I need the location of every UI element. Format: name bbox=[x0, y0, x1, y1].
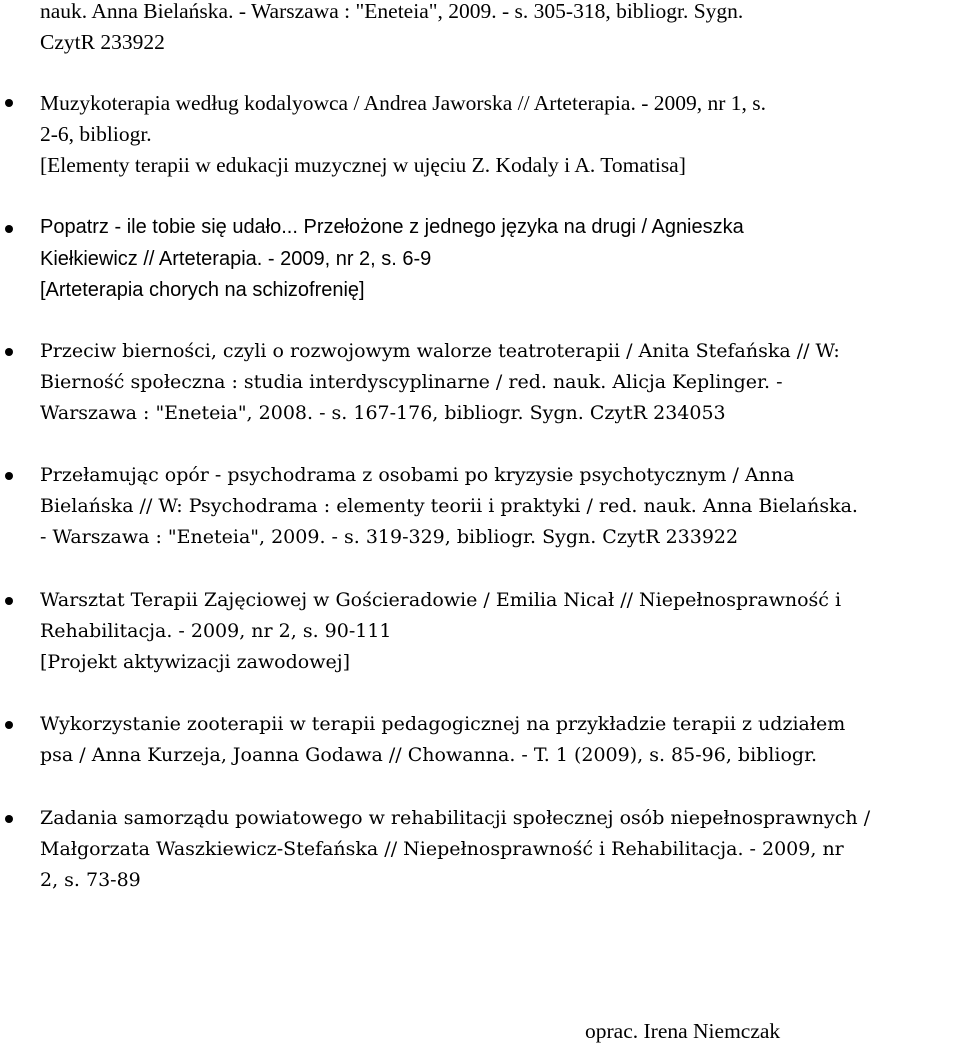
bullet-icon bbox=[5, 597, 13, 605]
entry-1-line-1: Muzykoterapia według kodalyowca / Andrea Jaworska // Arteterapia. - 2009, nr 1, s. bbox=[40, 91, 767, 115]
entry-2-line-2: Kiełkiewicz // Arteterapia. - 2009, nr 2, s. 6-9 bbox=[40, 248, 432, 270]
entry-1-line-3: [Elementy terapii w edukacji muzycznej w ujęciu Z. Kodaly i A. Tomatisa] bbox=[40, 153, 686, 177]
entry-3-line-2: Bierność społeczna : studia interdyscyplinarne / red. nauk. Alicja Keplinger. - bbox=[40, 371, 783, 393]
entry-1-line-2: 2-6, bibliogr. bbox=[40, 122, 152, 146]
bullet-icon bbox=[5, 721, 13, 729]
entry-7-line-3: 2, s. 73-89 bbox=[40, 869, 141, 891]
bullet-icon bbox=[5, 472, 13, 480]
entry-3-line-3: Warszawa : "Eneteia", 2008. - s. 167-176, bibliogr. Sygn. CzytR 234053 bbox=[40, 402, 726, 424]
entry-4-line-2: Bielańska // W: Psychodrama : elementy teorii i praktyki / red. nauk. Anna Bielańska. bbox=[40, 495, 858, 517]
entry-5-line-3: [Projekt aktywizacji zawodowej] bbox=[40, 651, 351, 673]
bullet-icon bbox=[5, 225, 13, 233]
entry-2-line-3: [Arteterapia chorych na schizofrenię] bbox=[40, 279, 365, 301]
compiler-signature: oprac. Irena Niemczak bbox=[585, 1019, 781, 1043]
entry-4-line-3: - Warszawa : "Eneteia", 2009. - s. 319-329, bibliogr. Sygn. CzytR 233922 bbox=[40, 526, 739, 548]
bullet-icon bbox=[5, 348, 13, 356]
entry-7-line-2: Małgorzata Waszkiewicz-Stefańska // Niepełnosprawność i Rehabilitacja. - 2009, nr bbox=[40, 838, 844, 860]
entry-6-line-2: psa / Anna Kurzeja, Joanna Godawa // Chowanna. - T. 1 (2009), s. 85-96, bibliogr. bbox=[40, 744, 818, 766]
entry-7-line-1: Zadania samorządu powiatowego w rehabilitacji społecznej osób niepełnosprawnych / bbox=[40, 807, 871, 829]
continuation-line-2: CzytR 233922 bbox=[40, 30, 165, 54]
continuation-line-1: nauk. Anna Bielańska. - Warszawa : "Eneteia", 2009. - s. 305-318, bibliogr. Sygn. bbox=[40, 0, 744, 23]
entry-4-line-1: Przełamując opór - psychodrama z osobami po kryzysie psychotycznym / Anna bbox=[40, 464, 795, 486]
entry-5-line-2: Rehabilitacja. - 2009, nr 2, s. 90-111 bbox=[40, 620, 392, 642]
entry-3-line-1: Przeciw bierności, czyli o rozwojowym walorze teatroterapii / Anita Stefańska // W: bbox=[40, 340, 840, 362]
bullet-icon bbox=[5, 99, 13, 107]
entry-6-line-1: Wykorzystanie zooterapii w terapii pedagogicznej na przykładzie terapii z udziałem bbox=[40, 713, 846, 735]
entry-2-line-1: Popatrz - ile tobie się udało... Przełożone z jednego języka na drugi / Agnieszka bbox=[40, 216, 744, 238]
entry-5-line-1: Warsztat Terapii Zajęciowej w Gościeradowie / Emilia Nicał // Niepełnosprawność i bbox=[40, 589, 842, 611]
bullet-icon bbox=[5, 815, 13, 823]
